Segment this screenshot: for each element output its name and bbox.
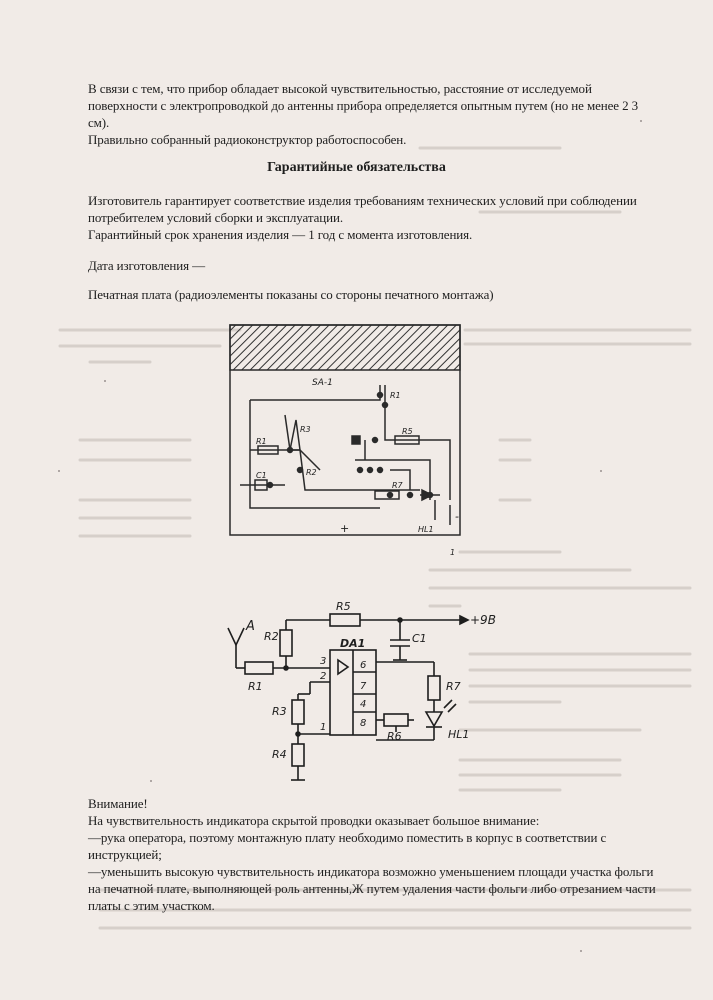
schematic-label-r5: R5 [336,600,351,613]
scan-speck [580,950,582,952]
antenna-icon [228,628,244,645]
warranty-title: Гарантийные обязательства [267,160,446,175]
schematic-r1 [245,662,273,674]
attention-line-3: —уменьшить высокую чувствительность индикатора возможно уменьшением площади участка фольги на печатной плате, выполняющей роль антенны,Ж путем удаления части фольги либо отрезанием части платы с этим участком. [88,864,656,913]
manufacture-date: Дата изготовления — [88,258,206,273]
scan-speck [58,470,60,472]
schematic-r7 [428,676,440,700]
pcb-label-one: 1 [450,548,456,557]
pcb-label-r7: R7 [392,481,403,490]
schematic-pin-4: 4 [360,699,367,710]
schematic-label-r6: R6 [387,730,402,743]
schematic-r4 [292,744,304,766]
scan-speck [150,780,152,782]
attention-block [88,795,658,914]
schematic-pin-6: 6 [360,660,367,671]
pcb-label-r2: R2 [306,468,317,477]
supply-arrow-icon [460,616,468,624]
schematic-label-r1: R1 [248,680,263,693]
schematic-label-antenna: A [246,619,255,634]
intro-paragraph-2: Правильно собранный радиоконструктор работоспособен. [88,132,407,147]
pcb-label-r3: R3 [300,425,311,434]
schematic-label-c1: C1 [412,632,427,645]
schematic-pin-8: 8 [360,718,367,729]
schematic-label-r2: R2 [264,630,279,643]
pcb-label-r1-top: R1 [390,391,401,400]
schematic-pin-2: 2 [320,671,327,682]
schematic-label-da1: DA1 [340,637,366,650]
pcb-label-r5: R5 [402,427,413,436]
pcb-label-c1: C1 [256,471,267,480]
pcb-label-hl1: HL1 [418,525,434,534]
scan-speck [600,470,602,472]
scan-speck [640,120,642,122]
pcb-label-plus: + [340,522,350,535]
schematic-label-hl1: HL1 [448,728,470,741]
pcb-label-r1: R1 [256,437,267,446]
schematic-r3 [292,700,304,724]
attention-title: Внимание! [88,796,148,811]
schematic-label-r3: R3 [272,705,287,718]
intro-paragraph-1: В связи с тем, что прибор обладает высокой чувствительностью, расстояние от исследуемой поверхности с электропроводкой до антенны прибора определяется опытным путем (но не менее 2 3 см). [88,81,639,130]
pcb-label-board: SA-1 [312,378,333,388]
schematic-r5 [330,614,360,626]
scan-speck [104,380,106,382]
schematic-pin-7: 7 [360,681,367,692]
warranty-paragraph-1: Изготовитель гарантирует соответствие изделия требованиям технических условий при соблюдении потребителем условий сборки и эксплуатации. [88,193,637,225]
schematic-pin-1: 1 [320,722,327,733]
schematic-label-supply: +9В [470,613,496,627]
schematic-label-r4: R4 [272,748,287,761]
attention-line-1: На чувствительность индикатора скрытой проводки оказывает большое внимание: [88,813,540,828]
schematic-r6 [384,714,408,726]
hl1-led-icon [426,712,442,726]
pcb-label-minus: - [455,510,459,523]
schematic-pin-3: 3 [320,656,327,667]
schematic-label-r7: R7 [446,680,461,693]
pcb-caption: Печатная плата (радиоэлементы показаны со стороны печатного монтажа) [88,287,494,302]
schematic-r2 [280,630,292,656]
attention-line-2: —рука оператора, поэтому монтажную плату необходимо поместить в корпус в соответствии с инструкцией; [88,830,607,862]
warranty-paragraph-2: Гарантийный срок хранения изделия — 1 год с момента изготовления. [88,227,473,242]
